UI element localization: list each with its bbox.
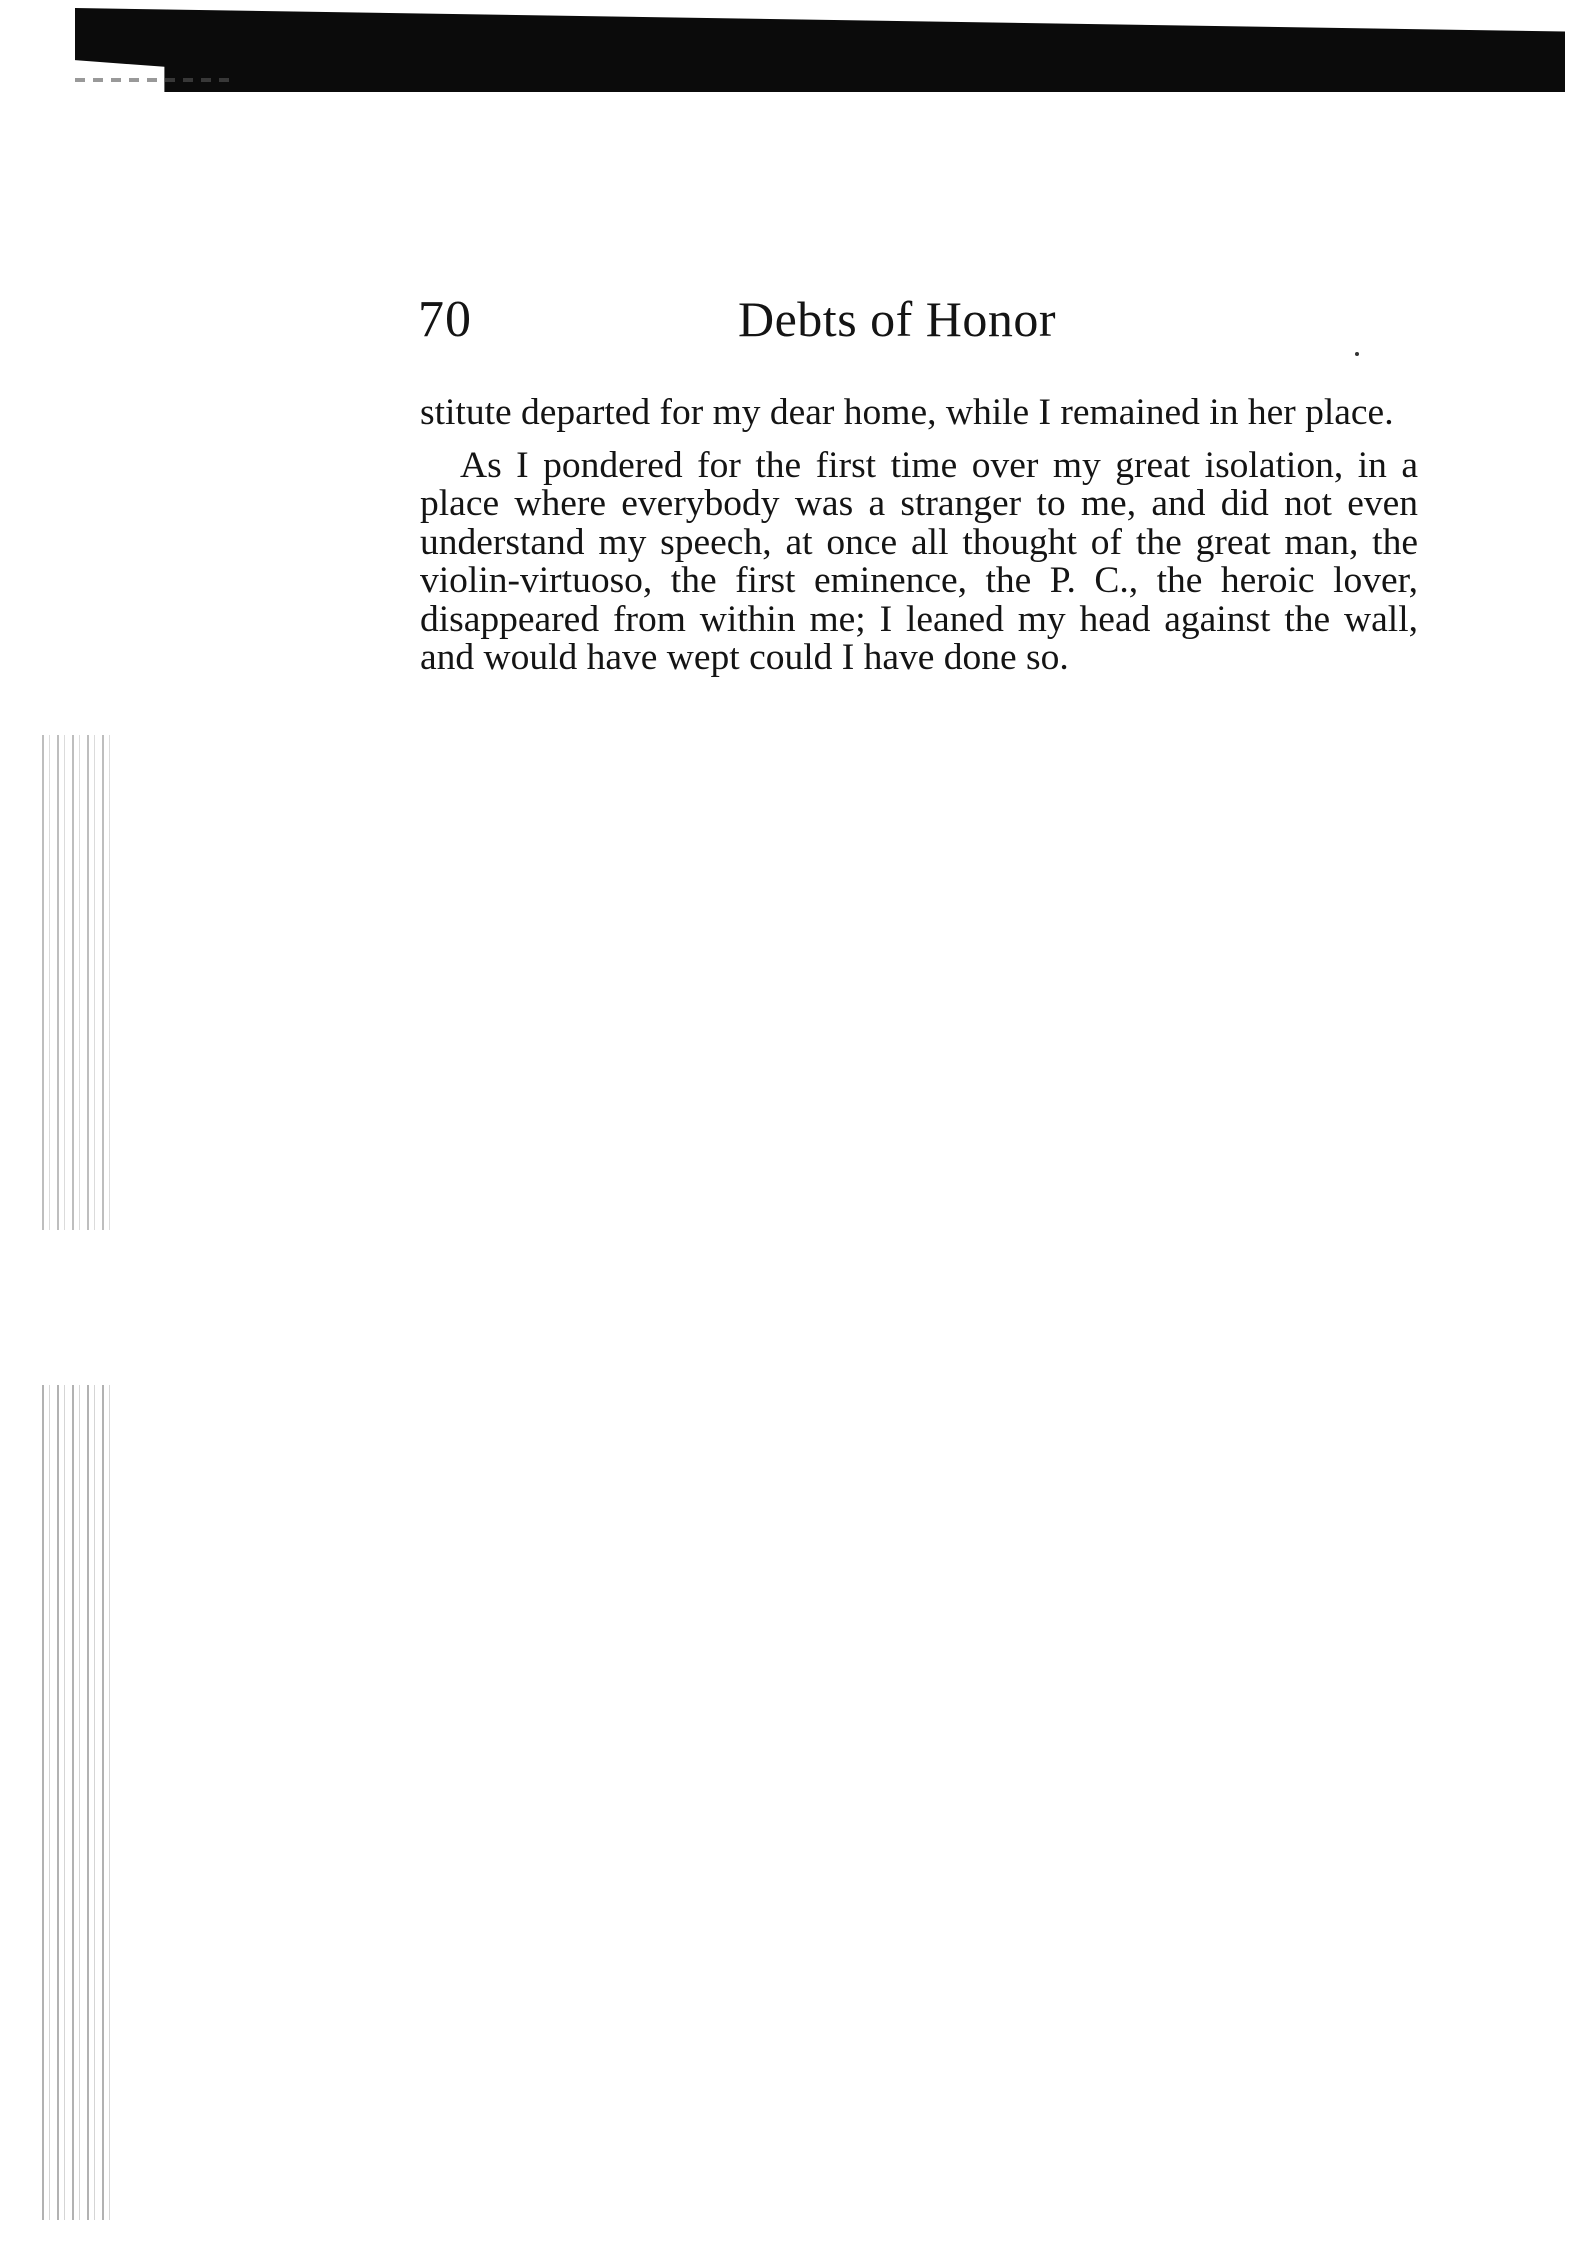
page-header <box>418 290 1418 360</box>
paragraph: As I pondered for the first time over my great isolation, in a place where everybody was a stranger to me, and did not even understand my speech, at once all thought of the great man, the violin-virtuoso, the first eminence, the P. C., the heroic lover, disappeared from within me; I leaned my head against the wall, and would have wept could I have done so. <box>420 444 1418 678</box>
scan-top-shadow <box>75 8 1565 92</box>
scan-top-shadow-edge <box>75 78 235 82</box>
scan-gutter-marks-lower <box>42 1385 112 2220</box>
running-title: Debts of Honor <box>738 291 1057 347</box>
body-text <box>420 394 1418 678</box>
scan-gutter-marks-upper <box>42 735 112 1230</box>
page-number: 70 <box>418 291 472 348</box>
paragraph: stitute departed for my dear home, while I remained in her place. <box>420 392 1394 433</box>
